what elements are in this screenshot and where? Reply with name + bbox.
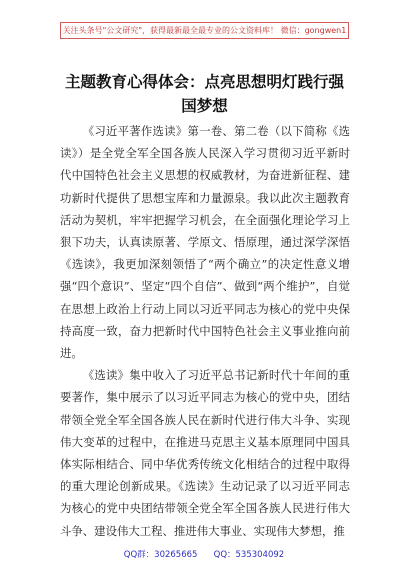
paragraph-1: 《习近平著作选读》第一卷、第二卷（以下简称《选读》）是全党全军全国各族人民深入学习贯彻习近平新时代中国特色社会主义思想的权威教材，为奋进新征程、建功新时代提供了思想宝库和力量源泉。我以此次主题教育活动为契机，牢牢把握学习机会，在全面强化理论学习上狠下功夫，认真读原著、学原文、悟原理，通过深学深悟《选读》，我更加深刻领悟了“两个确立”的决定性意义增强“四个意识”、坚定“四个自信”、做到“两个维护”，自觉在思想上政治上行动上同以习近平同志为核心的党中央保持高度一致，奋力把新时代中国特色社会主义事业推向前进。	[60, 124, 350, 361]
promo-banner-text: 关注头条号"公文研究"，获得最新最全最专业的公文资料库！ 微信：gongwen1	[62, 26, 347, 35]
document-body	[60, 120, 350, 542]
document-title: 主题教育心得体会：点亮思想明灯践行强国梦想	[64, 73, 344, 115]
contact-footer: QQ群：30265665 QQ：535304092	[123, 550, 285, 560]
promo-banner	[60, 22, 349, 39]
paragraph-2: 《选读》集中收入了习近平总书记新时代十年间的重要著作，集中展示了以习近平同志为核心的党中央，团结带领全党全军全国各族人民在新时代进行伟大斗争、实现伟大变革的过程中，在推进马克思主义基本原理同中国具体实际相结合、同中华优秀传统文化相结合的过程中取得的重大理论创新成果。《选读》生动记录了以习近平同志为核心的党中央团结带领全党全军全国各族人民进行伟大斗争、建设伟大工程、推进伟大事业、实现伟大梦想，推	[60, 368, 350, 538]
